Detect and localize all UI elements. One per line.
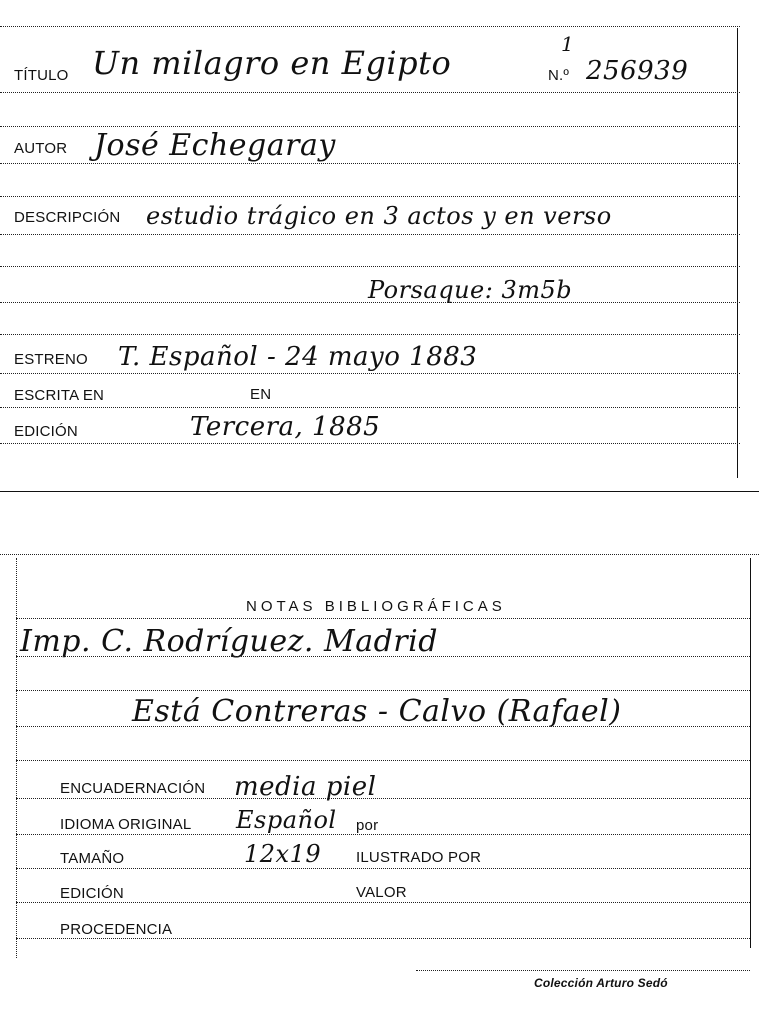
label-edicion: EDICIÓN — [14, 423, 78, 440]
rule-autor — [0, 163, 740, 164]
rule-notas-4 — [16, 726, 750, 727]
label-titulo: TÍTULO — [14, 67, 69, 84]
handwritten-nota-2: Está Contreras - Calvo (Rafael) — [132, 694, 622, 729]
rule-titulo — [0, 92, 740, 93]
card-top-bottom-edge — [0, 491, 759, 492]
rule-notas-5 — [16, 760, 750, 761]
rule-encuadernacion — [16, 798, 750, 799]
card-bottom-right-border — [750, 558, 751, 948]
rule-descripcion — [0, 234, 740, 235]
rule-escrita-en — [0, 407, 740, 408]
handwritten-idioma: Español — [236, 806, 337, 834]
label-tamano: TAMAÑO — [60, 850, 125, 867]
rule-edicion-bottom — [16, 902, 750, 903]
handwritten-titulo: Un milagro en Egipto — [92, 44, 452, 82]
rule-descripcion-4 — [0, 334, 740, 335]
label-estreno: ESTRENO — [14, 351, 88, 368]
label-por: por — [356, 817, 379, 834]
label-idioma-original: IDIOMA ORIGINAL — [60, 816, 192, 833]
label-escrita-en: ESCRITA EN — [14, 387, 105, 404]
label-en: EN — [250, 386, 272, 403]
label-procedencia: PROCEDENCIA — [60, 921, 173, 938]
handwritten-tamano: 12x19 — [244, 840, 322, 868]
rule-notas-3 — [16, 690, 750, 691]
rule-descripcion-2 — [0, 266, 740, 267]
rule-descripcion-3 — [0, 302, 740, 303]
catalog-card-bottom — [0, 540, 759, 1028]
handwritten-nota-1: Imp. C. Rodríguez. Madrid — [20, 624, 438, 659]
label-descripcion: DESCRIPCIÓN — [14, 209, 121, 226]
rule-tamano — [16, 868, 750, 869]
rule-descripcion-top — [0, 196, 740, 197]
handwritten-numero: 256939 — [586, 56, 689, 86]
rule-notas-2 — [16, 656, 750, 657]
handwritten-edicion: Tercera, 1885 — [190, 412, 381, 442]
handwritten-descripcion-2: Porsaque: 3m5b — [368, 276, 573, 304]
card-bottom-top-edge — [0, 554, 759, 555]
handwritten-numero-top: 1 — [561, 32, 575, 56]
label-autor: AUTOR — [14, 140, 68, 157]
label-valor: VALOR — [356, 884, 407, 901]
label-edicion-bottom: EDICIÓN — [60, 885, 124, 902]
handwritten-estreno: T. Español - 24 mayo 1883 — [118, 342, 478, 372]
rule-estreno — [0, 373, 740, 374]
rule-procedencia — [16, 938, 750, 939]
rule-footer — [416, 970, 750, 971]
rule-autor-top — [0, 126, 740, 127]
handwritten-autor: José Echegaray — [94, 128, 336, 163]
catalog-card-top — [0, 0, 759, 492]
label-encuadernacion: ENCUADERNACIÓN — [60, 780, 206, 797]
handwritten-descripcion: estudio trágico en 3 actos y en verso — [146, 202, 612, 230]
label-numero: N.º — [548, 67, 570, 84]
rule-notas-1 — [16, 618, 750, 619]
card-right-border — [737, 28, 738, 478]
card-top-edge — [0, 26, 740, 27]
heading-notas-bibliograficas: NOTAS BIBLIOGRÁFICAS — [246, 598, 506, 615]
rule-idioma — [16, 834, 750, 835]
footer-coleccion: Colección Arturo Sedó — [534, 976, 668, 990]
rule-edicion — [0, 443, 740, 444]
label-ilustrado-por: ILUSTRADO POR — [356, 849, 482, 866]
handwritten-encuadernacion: media piel — [234, 772, 377, 802]
